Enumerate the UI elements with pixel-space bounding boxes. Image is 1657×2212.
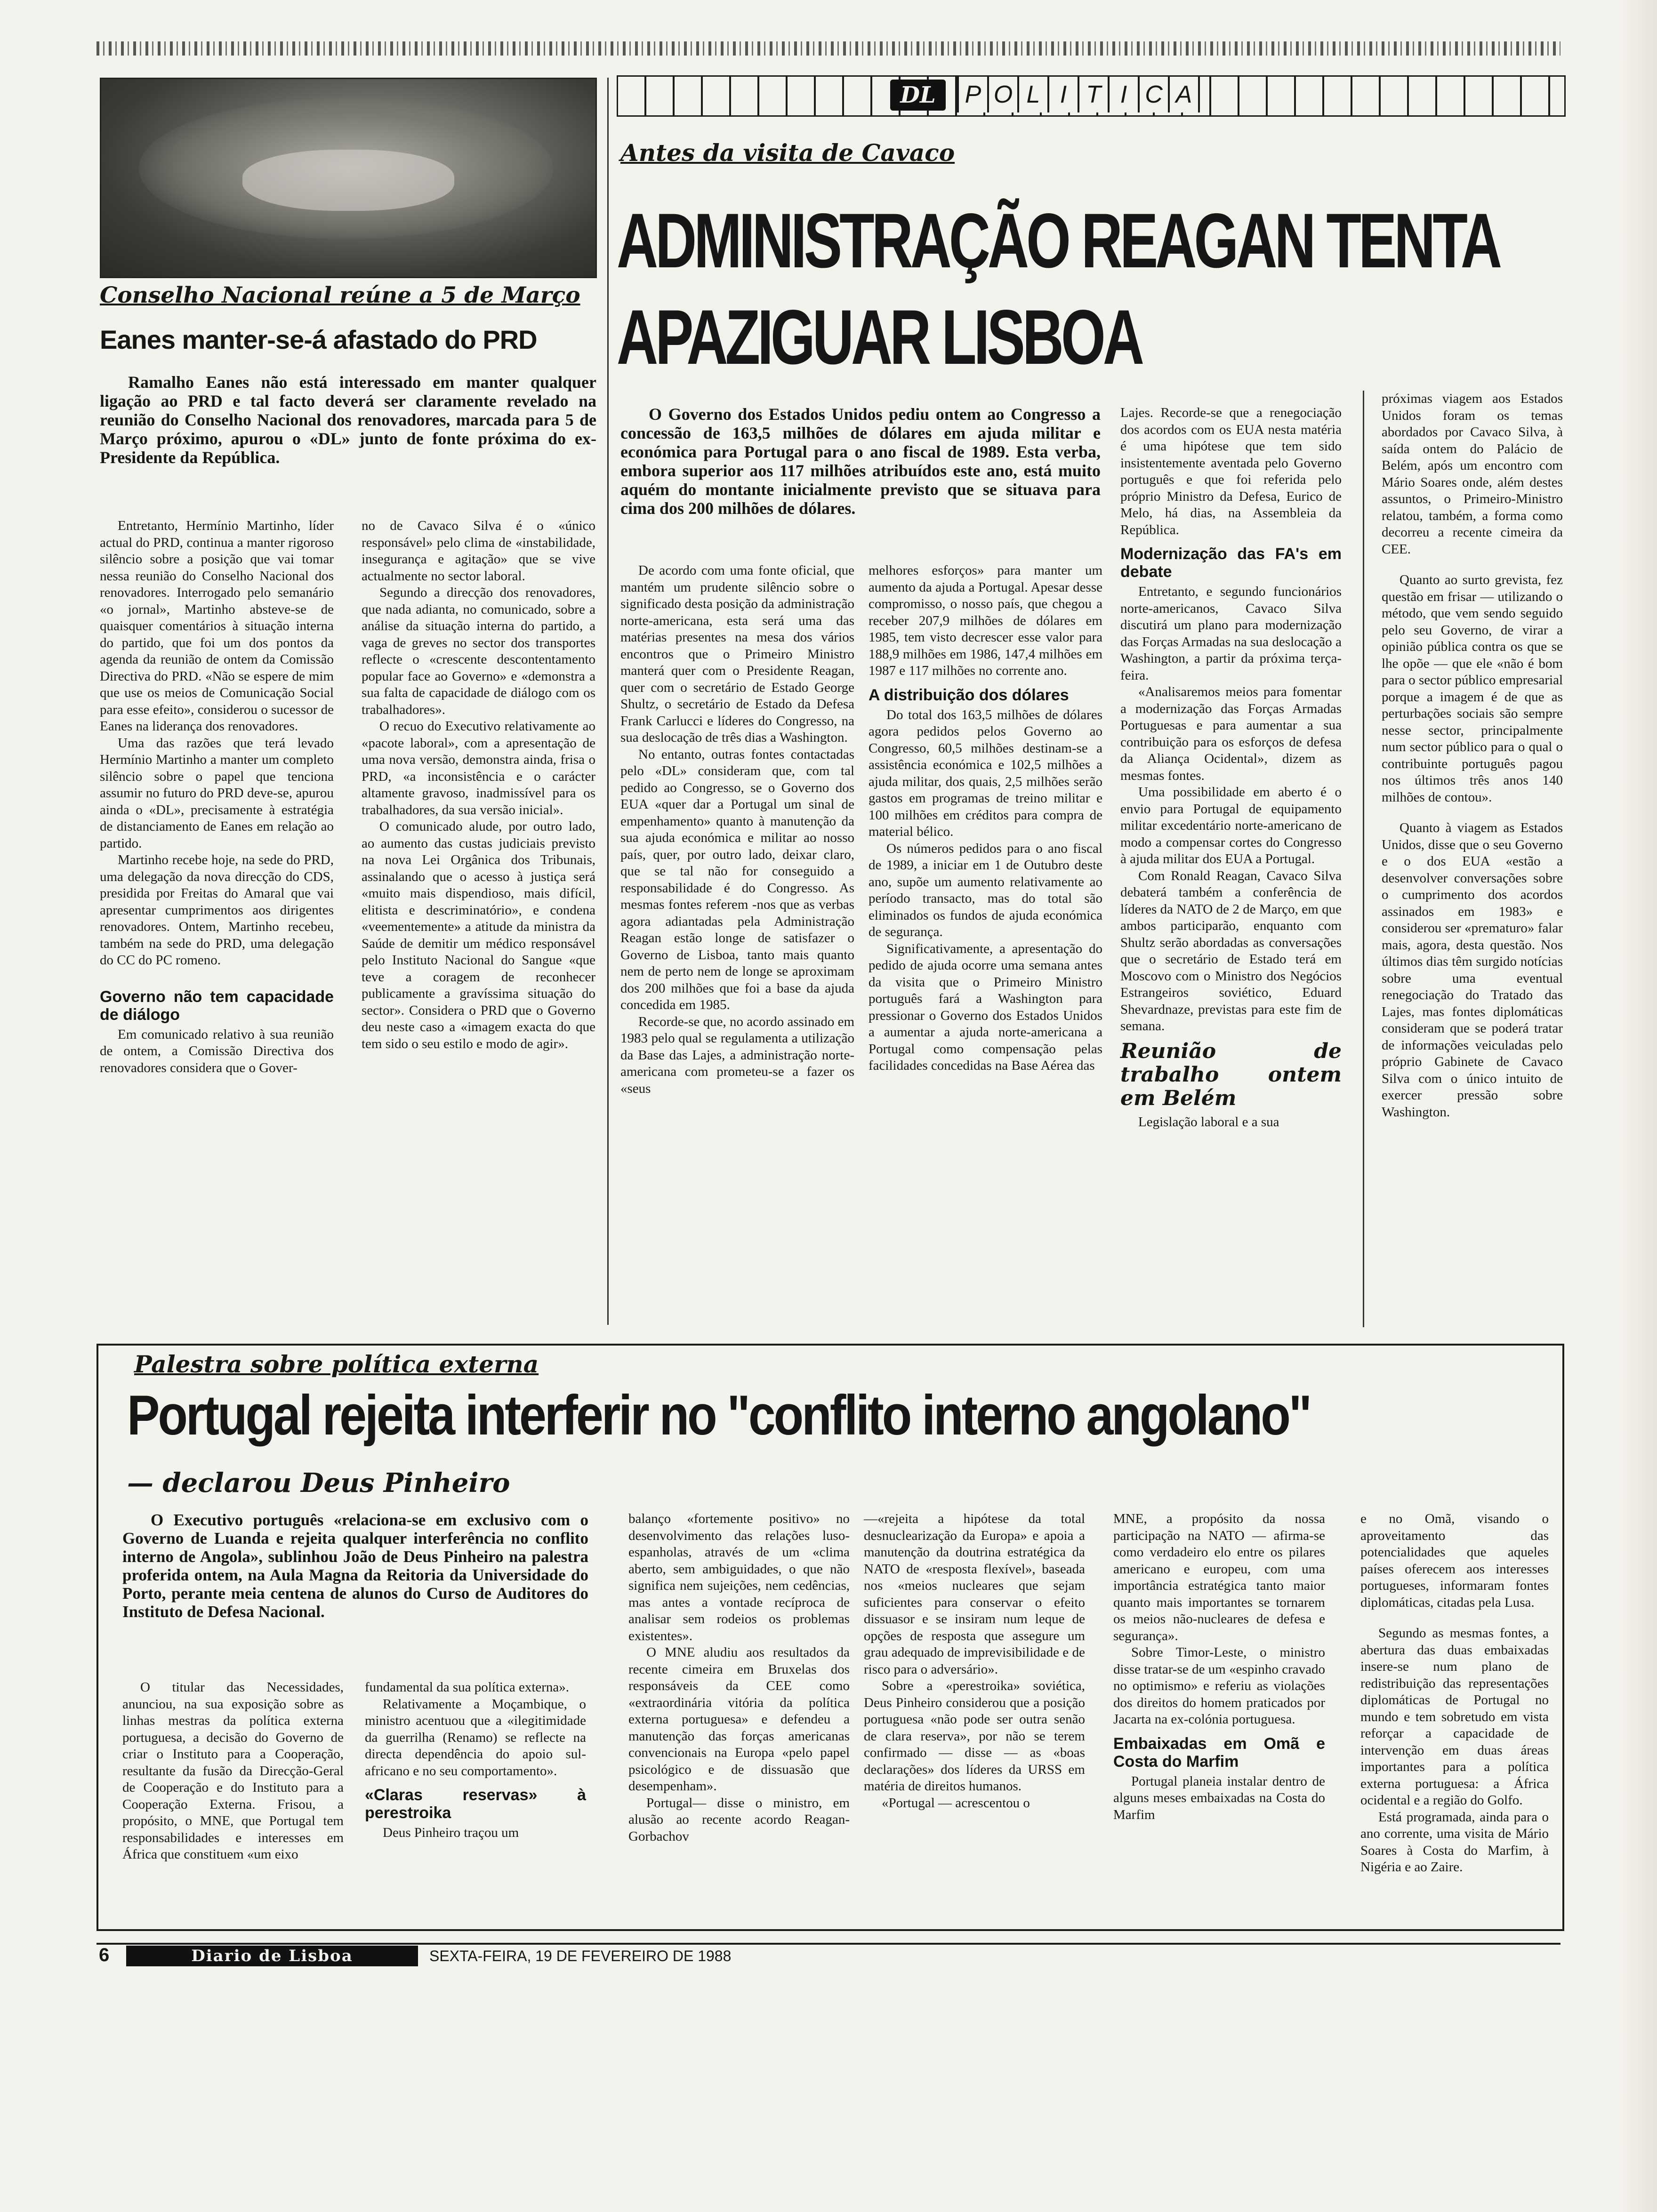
paragraph: Com Ronald Reagan, Cavaco Silva debaterá também a conferência de líderes da NATO de 2 de Março, em que ambos participarão, enquanto com Shultz serão abordadas as conversações que o secretário de Estado terá em Moscovo com o Ministro dos Negócios Estrangeiros soviético, Eduard Shevardnaze, previstas para este fim de semana. <box>1120 868 1342 1034</box>
top-edge-strip <box>97 41 1560 56</box>
paragraph: «Portugal — acrescentou o <box>882 1795 1030 1811</box>
angola-deck: — declarou Deus Pinheiro <box>127 1467 510 1499</box>
paragraph: Sobre Timor-Leste, o ministro disse tratar-se de um «espinho cravado no optimismo» e referiu as violações dos direitos do homem praticados por Jacarta na ex-colónia portuguesa. <box>1113 1645 1325 1727</box>
reagan-column-3 <box>1120 405 1342 1130</box>
paragraph: Em comunicado relativo à sua reunião de ontem, a Comissão Directiva dos renovadores considera que o Gover- <box>100 1026 334 1075</box>
paragraph: Lajes. Recorde-se que a renegociação dos acordos com os EUA nesta matéria é uma hipótese que tem sido insistentemente aventada pelo Governo português e que foi referida pelo próprio Ministro da Defesa, Eurico de Melo, há dias, na Assembleia da República. <box>1120 405 1342 537</box>
paragraph: Quanto à viagem as Estados Unidos, disse que o seu Governo e o dos EUA «estão a desenvolver conversações sobre o cumprimento dos acordos assinados em 1983» e considerou ser «prematuro» falar mais, agora, desta questão. Nos últimos dias têm surgido notícias sobre uma eventual renegociação do Tratado das Lajes, mas fontes diplomáticas consideram que se poderá tratar de informações veiculadas pelo próprio Gabinete de Cavaco Silva com o único intuito de exercer pressão sobre Washington. <box>1382 820 1563 1120</box>
section-title-politica: P O L I T I C A <box>957 77 1200 112</box>
paragraph: Portugal planeia instalar dentro de alguns meses embaixadas na Costa do Marfim <box>1113 1773 1325 1822</box>
paragraph: melhores esforços» para manter um aumento da ajuda a Portugal. Apesar desse compromisso, o nosso país, que chegou a receber 207,9 milhões de dólares em 1985, tem visto decrescer esse valor para 188,9 milhões em 1986, 147,4 milhões em 1987 e 117 milhões no corrente ano. <box>869 563 1102 678</box>
paragraph: Legislação laboral e a sua <box>1138 1114 1279 1130</box>
dl-logo: DL <box>890 80 946 111</box>
angola-headline: Portugal rejeita interferir no "conflito interno angolano" <box>127 1384 1311 1447</box>
paper-masthead: Diario de Lisboa <box>126 1946 418 1966</box>
paragraph: Uma das razões que terá levado Hermínio Martinho a manter um completo silêncio sobre o papel que tenciona assumir no futuro do PRD deve-se, apurou ainda o «DL», precisamente à estratégia de distanciamento de Eanes em relação ao partido. <box>100 735 334 851</box>
paragraph: Significativamente, a apresentação do pedido de ajuda ocorre uma semana antes da visita que o Primeiro Ministro português fará a Washington para pressionar o Governo dos Estados Unidos a aumentar a ajuda norte-americana a Portugal como compensação pelas facilidades concedidas na Base Aérea das <box>869 941 1102 1073</box>
paragraph: fundamental da sua política externa». <box>365 1680 570 1695</box>
page-number: 6 <box>99 1945 110 1965</box>
paragraph: Entretanto, Hermínio Martinho, líder actual do PRD, continua a manter rigoroso silêncio sobre a posição que vai tomar nessa reunião do Conselho Nacional dos renovadores. Interrogado pelo semanário «o jornal», Martinho absteve-se de quaisquer comentários à situação interna do partido, que foi um dos pontos da agenda da reunião de ontem da Comissão Directiva do PRD. «Não se espere de mim que use os meios de Comunicação Social para esse efeito», considerou o sucessor de Eanes na liderança dos renovadores. <box>100 518 334 734</box>
angola-column-1 <box>122 1679 344 1863</box>
paragraph: —«rejeita a hipótese da total desnuclearização da Europa» e apoia a manutenção da doutrina estratégica da NATO de «resposta flexível», baseada nos «meios nucleares que sejam suficientes para conservar o efeito dissuasor e se insiram num leque de opções de resposta que assegure um grau adequado de imprevisibilidade e de risco para o adversário». <box>864 1511 1085 1677</box>
reagan-lead: O Governo dos Estados Unidos pediu ontem ao Congresso a concessão de 163,5 milhões de dólares em ajuda militar e económica para Portugal para o ano fiscal de 1989. Esta verba, embora superior aos 117 milhões atribuídos este ano, está muito aquém do montante inicialmente previsto que se situava para cima dos 200 milhões de dólares. <box>620 405 1101 518</box>
column-rule <box>1363 391 1364 1327</box>
reagan-column-2 <box>869 562 1102 1074</box>
paragraph: O titular das Necessidades, anunciou, na sua exposição sobre as linhas mestras da política externa portuguesa, a decisão do Governo de criar o Instituto para a Cooperação, resultante da fusão da Direcção-Geral de Cooperação e do Instituto para a Cooperação Externa. Frisou, a propósito, o MNE, que Portugal tem responsabilidades e interesses em África que constituem «um eixo <box>122 1680 344 1862</box>
paragraph: no de Cavaco Silva é o «único responsável» pelo clima de «instabilidade, insegurança e agitação» que se vive actualmente no sector laboral. <box>362 518 595 584</box>
angola-column-5 <box>1113 1511 1325 1823</box>
paragraph: Do total dos 163,5 milhões de dólares agora pedidos pelos Governo ao Congresso, 60,5 milhões destinam-se a assistência económica e 102,5 milhões a ajuda militar, dos quais, 2,5 milhões serão gastos em programas de treino militar e 100 milhões em créditos para compra de material bélico. <box>869 707 1102 839</box>
eanes-column-1 <box>100 518 334 1076</box>
reagan-headline-line-1: ADMINISTRAÇÃO REAGAN TENTA <box>617 197 1499 284</box>
paragraph: balanço «fortemente positivo» no desenvolvimento das relações luso-espanholas, através de um «clima aberto, sem ambiguidades, o que não significa nem sujeições, nem cedências, mas antes a vontade recíproca de analisar sem rodeios os problemas existentes». <box>628 1511 850 1643</box>
meeting-photo <box>100 78 597 278</box>
paragraph: MNE, a propósito da nossa participação na NATO — afirma-se como verdadeiro elo entre os pilares americano e europeu, com uma importância estratégica tanto maior quanto mais importantes se tornarem os meios não-nucleares de defesa e segurança». <box>1113 1511 1325 1643</box>
angola-column-6 <box>1360 1511 1549 1876</box>
paragraph: Quanto ao surto grevista, fez questão em frisar — utilizando o método, que vem sendo seguido pelo seu Governo, de virar a opinião pública contra os que se lhe opõe — que ele «não é bom para o sector público empresarial porque a imagem é de que as perturbações sociais são sempre nesse sector, principalmente num sector público para o qual o contribuinte português pagou nos últimos três anos 140 milhões de contou». <box>1382 572 1563 805</box>
paragraph: Martinho recebe hoje, na sede do PRD, uma delegação da nova direcção do CDS, presidida por Freitas do Amaral que vai apresentar cumprimentos aos dirigentes renovadores. Ontem, Martinho recebeu, também na sede do PRD, uma delegação do CC do PC romeno. <box>100 852 334 968</box>
paragraph: Segundo as mesmas fontes, a abertura das duas embaixadas insere-se num plano de redistribuição das representações diplomáticas de Portugal no mundo e tem sobretudo em vista reforçar a capacidade de intervenção em duas áreas importantes para a política externa portuguesa: a África ocidental e a região do Golfo. <box>1360 1626 1549 1808</box>
issue-date: SEXTA-FEIRA, 19 DE FEVEREIRO DE 1988 <box>429 1948 732 1964</box>
reagan-subhead-3: Reunião de trabalho ontem em Belém <box>1120 1039 1342 1110</box>
paragraph: Segundo a direcção dos renovadores, que nada adianta, no comunicado, sobre a análise da situação interna do partido, a vaga de greves no sector dos transportes reflecte o «crescente descontentamento popular face ao Governo» e «demonstra a sua falta de capacidade de diálogo com os trabalhadores». <box>362 585 595 717</box>
reagan-column-1 <box>620 562 854 1097</box>
paragraph: O recuo do Executivo relativamente ao «pacote laboral», com a apresentação de uma nova versão, demonstra ainda, frisa o PRD, «a inconsistência e o carácter altamente gravoso, inadmissível para os trabalhadores, da sua versão inicial». <box>362 719 595 817</box>
paragraph: Uma possibilidade em aberto é o envio para Portugal de equipamento militar excedentário norte-americano de modo a compensar cortes do Congresso à ajuda militar dos EUA a Portugal. <box>1120 785 1342 866</box>
angola-subhead-2: Embaixadas em Omã e Costa do Marfim <box>1113 1734 1325 1771</box>
angola-column-2 <box>365 1679 586 1842</box>
reagan-subhead-1: A distribuição dos dólares <box>869 686 1069 704</box>
paragraph: e no Omã, visando o aproveitamento das potencialidades que aqueles países oferecem aos interesses portugueses, informaram fontes diplomáticas, citadas pela Lusa. <box>1360 1511 1549 1610</box>
paragraph: Sobre a «perestroika» soviética, Deus Pinheiro considerou que a posição portuguesa «não pode ser outra senão de clara reserva», por não se terem confirmado — disse — as «boas declarações» dos líderes da URSS em matéria de direitos humanos. <box>864 1678 1085 1794</box>
paragraph: «Analisaremos meios para fomentar a modernização das Forças Armadas Portuguesas e para aumentar a sua contribuição para os esforços de defesa da Aliança Ocidental», dizem as mesmas fontes. <box>1120 684 1342 783</box>
section-header <box>617 75 1566 117</box>
angola-subhead-1: «Claras reservas» à perestroika <box>365 1786 586 1822</box>
angola-kicker: Palestra sobre política externa <box>134 1350 539 1378</box>
angola-column-3 <box>628 1511 850 1845</box>
reagan-headline-line-2: APAZIGUAR LISBOA <box>617 294 1142 381</box>
paragraph: próximas viagem aos Estados Unidos foram os temas abordados por Cavaco Silva, à saída ontem do Palácio de Belém, após um encontro com Mário Soares onde, além destes assuntos, o Primeiro-Ministro relatou, também, a forma como decorreu a recente cimeira da CEE. <box>1382 391 1563 557</box>
paragraph: Os números pedidos para o ano fiscal de 1989, a iniciar em 1 de Outubro deste ano, supõe um aumento relativamente ao período transacto, mas do total são eliminados os fundos de ajuda económica de segurança. <box>869 841 1102 939</box>
paragraph: Recorde-se que, no acordo assinado em 1983 pelo qual se regulamenta a utilização da Base das Lajes, a administração norte-americana com prometeu-se a fazer os «seus <box>620 1014 855 1096</box>
paragraph: O comunicado alude, por outro lado, ao aumento das custas judiciais previsto na nova Lei Orgânica dos Tribunais, assinalando que o acesso à justiça será «muito mais dispendioso, mais difícil, elitista e descriminatório», e condena «veementemente» a atitude da ministra da Saúde de demitir um médico responsável pelo Instituto Nacional do Sangue «que teve a coragem de reconhecer publicamente a gravíssima situação do sector». Considera o PRD que o Governo deu neste caso a «imagem exacta do que tem sido o seu estilo e modo de agir». <box>362 819 595 1051</box>
eanes-headline: Eanes manter-se-á afastado do PRD <box>100 325 537 354</box>
eanes-column-2 <box>362 518 595 1052</box>
angola-column-4 <box>864 1511 1085 1811</box>
paragraph: O MNE aludiu aos resultados da recente cimeira em Bruxelas dos responsáveis da CEE como «extraordinária vitória da política externa portuguesa» e defendeu a manutenção das forças americanas convencionais na Europa «pelo papel psicológico e de dissuasão que desempenham». <box>628 1645 850 1794</box>
paragraph: Entretanto, e segundo funcionários norte-americanos, Cavaco Silva discutirá um plano para modernização das Forças Armadas na sua deslocação a Washington, a partir da próxima terça-feira. <box>1120 584 1342 683</box>
reagan-subhead-2: Modernização das FA's em debate <box>1120 545 1342 581</box>
paragraph: De acordo com uma fonte oficial, que mantém um prudente silêncio sobre o significado desta posição da administração norte-americana, esta será uma das matérias presentes na mesa dos vários encontros que o Primeiro Ministro manterá quer com o Presidente Reagan, quer com o secretário de Estado George Shultz, o secretário de Estado da Defesa Frank Carlucci e líderes do Congresso, na sua deslocação de três dias a Washington. <box>620 563 854 745</box>
reagan-kicker: Antes da visita de Cavaco <box>620 139 955 167</box>
paragraph: Relativamente a Moçambique, o ministro acentuou que a «ilegitimidade da guerrilha (Renamo) se reflecte na directa dependência do apoio sul-africano e no seu comportamento». <box>365 1696 586 1779</box>
angola-lead: O Executivo português «relaciona-se em exclusivo com o Governo de Luanda e rejeita qualquer interferência no conflito interno de Angola», sublinhou João de Deus Pinheiro na palestra proferida ontem, na Aula Magna da Reitoria da Universidade do Porto, perante meia centena de alunos do Curso de Auditores do Instituto de Defesa Nacional. <box>122 1511 588 1621</box>
paragraph: Está programada, ainda para o ano corrente, uma visita de Mário Soares à Costa do Marfim, à Nigéria e ao Zaire. <box>1360 1809 1549 1875</box>
reagan-column-4 <box>1382 391 1563 1121</box>
eanes-lead: Ramalho Eanes não está interessado em manter qualquer ligação ao PRD e tal facto deverá ser claramente revelado na reunião do Conselho Nacional dos renovadores, marcada para 5 de Março próximo, apurou o «DL» junto de fonte próxima do ex-Presidente da República. <box>100 373 596 467</box>
paragraph: Portugal— disse o ministro, em alusão ao recente acordo Reagan-Gorbachov <box>628 1795 850 1844</box>
paragraph: Deus Pinheiro traçou um <box>383 1825 519 1840</box>
column-rule <box>607 78 609 1325</box>
page-edge <box>1619 0 1657 2212</box>
eanes-subhead: Governo não tem capacidade de diálogo <box>100 987 334 1024</box>
paragraph: No entanto, outras fontes contactadas pelo «DL» consideram que, com tal pedido ao Congresso, se o Governo dos EUA «quer dar a Portugal um sinal de empenhamento» quanto à manutenção da sua ajuda económica e militar ao nosso país, quer, por outro lado, deixar claro, que se tal não for conseguido a responsabilidade é do Congresso. As mesmas fontes referem -nos que as verbas agora adiantadas pela Administração Reagan estão longe de satisfazer o Governo de Lisboa, tanto mais quanto nem de perto nem de longe se aproximam dos 200 milhões que foi a base da ajuda concedida em 1985. <box>620 746 854 1012</box>
photo-caption: Conselho Nacional reúne a 5 de Março <box>100 282 580 308</box>
